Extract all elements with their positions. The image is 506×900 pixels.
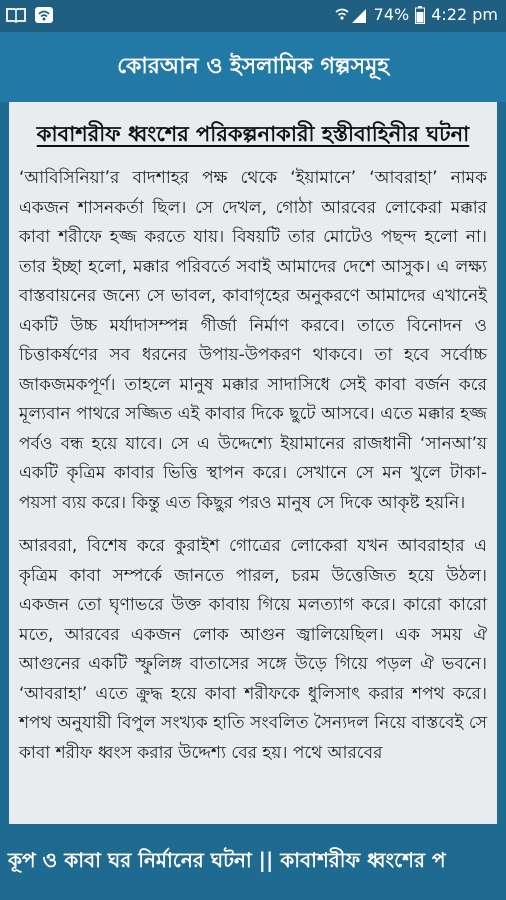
bottom-ticker-bar[interactable]: [0, 824, 506, 900]
book-icon: [6, 6, 26, 24]
article-heading: [21, 118, 485, 150]
story-ticker[interactable]: কূপ ও কাবা ঘর নির্মানের ঘটনা || কাবাশরীফ ধ্বংশের প: [8, 848, 446, 872]
article-paragraph-2: আরবরা, বিশেষ করে কুরাইশ গোত্রের লোকেরা যখন আবরাহার এ কৃত্রিম কাবা সম্পর্কে জানতে পারল, চরম উত্তেজিত হয়ে উঠল। একজন তো ঘৃণাভরে উক্ত কাবায় গিয়ে মলত্যাগ করে। কারো কারো মতে, আরবের একজন লোক আগুন জ্বালিয়েছিল। এক সময় ঐ আগুনের একটি স্ফুলিঙ্গ বাতাসের সঙ্গে উড়ে গিয়ে পড়ল ঐ ভবনে। ‘আবরাহা’ এতে ক্রুদ্ধ হয়ে কাবা শরীফকে ধুলিসাৎ করার শপথ করে। শপথ অনুযায়ী বিপুল সংখ্যক হাতি সংবলিত সৈন্যদল নিয়ে বাস্তবেই সে কাবা শরীফ ধ্বংস করার উদ্দেশ্য বের হয়। পথে আরবের: [19, 536, 487, 763]
app-title-bar: [0, 32, 506, 102]
clock: 4:22 pm: [431, 5, 498, 24]
article-paragraph-1: ‘আবিসিনিয়া’র বাদশাহর পক্ষ থেকে ‘ইয়ামানে’ ‘আবরাহা’ নামক একজন শাসনকর্তা ছিল। সে দেখল, গোঠা আরবের লোকেরা মক্কার কাবা শরীফে হজ্জ করতে যায়। বিষয়টি তার মোটেও পছন্দ হলো না। তার ইচ্ছা হলো, মক্কার পরিবর্তে সবাই আমাদের দেশে আসুক। এ লক্ষ্য বাস্তবায়নের জন্যে সে ভাবল, কাবাগৃহের অনুকরণে আমাদের এখানেই একটি উচ্চ মর্যাদাসম্পন্ন গীর্জা নির্মাণ করবে। তাতে বিনোদন ও চিত্তাকর্ষণের সব ধরনের উপায়-উপকরণ থাকবে। তা হবে সর্বোচ্চ জাকজমকপূর্ণ। তাহলে মানুষ মক্কার সাদাসিধে সেই কাবা বর্জন করে মূল্যবান পাথরে সজ্জিত এই কাবার দিকে ছুটে আসবে। এতে মক্কার হজ্জ পর্বও বন্ধ হয়ে যাবে। সে এ উদ্দেশ্যে ইয়ামানের রাজধানী ‘সানআ’য় একটি কৃত্রিম কাবার ভিত্তি স্থাপন করে। সেখানে সে মন খুলে টাকা-পয়সা ব্যয় করে। কিন্তু এত কিছুর পরও মানুষ সে দিকে আকৃষ্ট হয়নি।: [19, 168, 487, 513]
app-title: কোরআন ও ইসলামিক গল্পসমূহ: [117, 53, 389, 79]
article-content[interactable]: [9, 102, 497, 824]
wifi-icon: [34, 6, 54, 24]
status-bar: [0, 0, 506, 32]
article-heading-text: কাবাশরীফ ধ্বংশের পরিকল্পনাকারী হস্তীবাহিনীর ঘটনা: [36, 122, 470, 146]
battery-percent: 74%: [373, 5, 410, 24]
battery-icon: [415, 6, 425, 24]
signal-icon: [334, 6, 368, 24]
